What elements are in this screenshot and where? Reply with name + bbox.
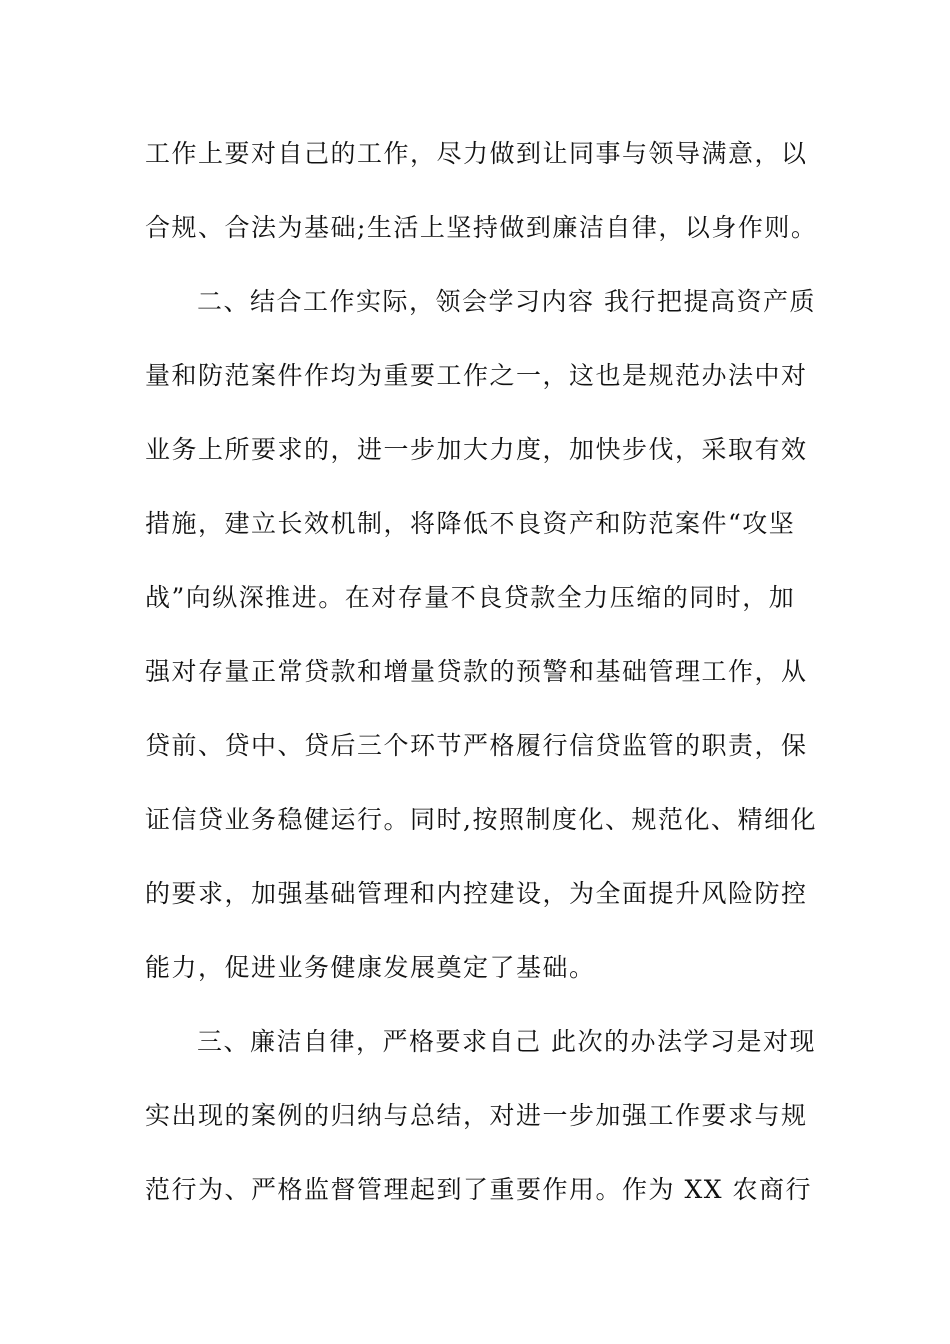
text-line: 强对存量正常贷款和增量贷款的预警和基础管理工作，从 xyxy=(145,657,808,686)
text-line: 措施，建立长效机制，将降低不良资产和防范案件“攻坚 xyxy=(145,509,796,538)
text-line: 业务上所要求的，进一步加大力度，加快步伐，采取有效 xyxy=(145,435,808,464)
text-line: 范行为、严格监督管理起到了重要作用。作为 XX 农商行 xyxy=(145,1175,812,1204)
text-line: 工作上要对自己的工作，尽力做到让同事与领导满意，以 xyxy=(145,139,808,168)
text-line: 量和防范案件作均为重要工作之一，这也是规范办法中对 xyxy=(145,361,808,390)
section-heading-line: 二、结合工作实际，领会学习内容 我行把提高资产质 xyxy=(197,287,816,316)
text-line: 贷前、贷中、贷后三个环节严格履行信贷监管的职责，保 xyxy=(145,731,808,760)
text-line: 的要求，加强基础管理和内控建设，为全面提升风险防控 xyxy=(145,879,808,908)
text-line: 实出现的案例的归纳与总结，对进一步加强工作要求与规 xyxy=(145,1101,808,1130)
text-line: 战”向纵深推进。在对存量不良贷款全力压缩的同时，加 xyxy=(145,583,796,612)
text-line: 合规、合法为基础;生活上坚持做到廉洁自律，以身作则。 xyxy=(145,213,818,242)
text-line: 证信贷业务稳健运行。同时,按照制度化、规范化、精细化 xyxy=(145,805,817,834)
section-heading-line: 三、廉洁自律，严格要求自己 此次的办法学习是对现 xyxy=(197,1027,816,1056)
text-line: 能力，促进业务健康发展奠定了基础。 xyxy=(145,953,596,982)
